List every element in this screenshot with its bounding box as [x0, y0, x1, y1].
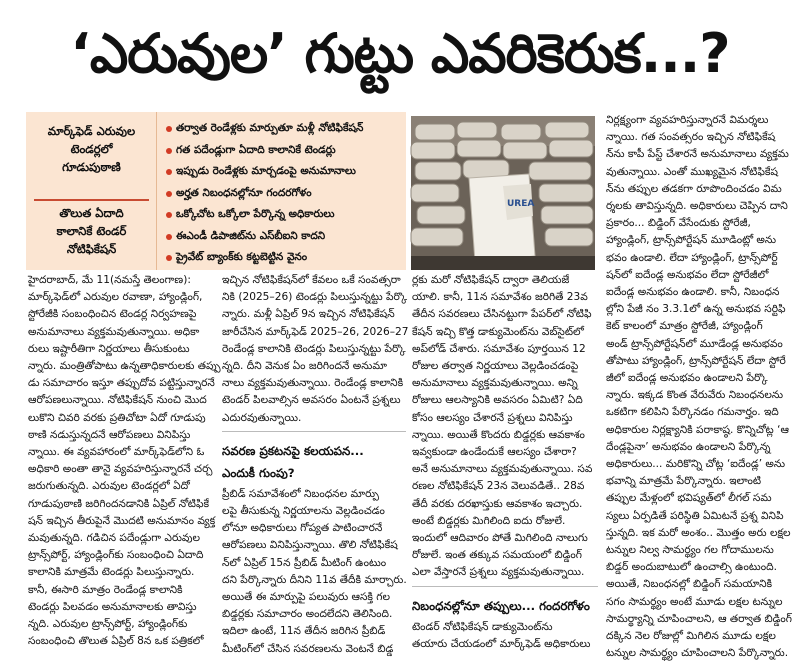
- text-line: ఐదేండ్ల అనుభవం ఉండాలి. కానీ, నిబంధన: [606, 286, 780, 299]
- previous-page-strip: [0, 0, 800, 6]
- subhead-2: నిబంధనల్లోనూ తప్పులు... గందరగోళం: [412, 598, 590, 613]
- text-line: రోజుల తర్వాత నిర్ణయాలు వెల్లడించడంపై: [412, 360, 579, 373]
- bullet-dot-icon: [166, 212, 172, 218]
- text-line: అండ్ ట్రాన్స్‌పోర్టేషన్‌లో మూడేండ్ల అనుభవం: [606, 337, 783, 350]
- text-line: అయితే, నిబంధనల్లో బిడ్డింగ్ సమయానికి: [606, 578, 773, 591]
- text-line: అధికారి అంతా తానై వ్యవహరిస్తున్నారనే చర్చ: [28, 463, 213, 476]
- bullet-dot-icon: [166, 169, 172, 175]
- text-line: రణల నోటిఫికేషన్ 23న వెలువడితే.. 28వ: [412, 480, 585, 493]
- subtitle-block-2: [30, 204, 153, 258]
- highlight-bullet: [166, 118, 402, 140]
- text-line: నికి (2025–26) టెండర్లు పిలుస్తున్నట్టు పేర్కొ: [222, 291, 408, 304]
- text-line: ఠాణి నడుస్తున్నదనే ఆరోపణలు వినిపిస్తు: [28, 428, 191, 441]
- subtitle-line: టెండర్లలో: [70, 142, 113, 156]
- subtitle-separator: [34, 199, 149, 201]
- highlight-bullet: [166, 247, 402, 269]
- highlights-subtitles: [26, 112, 157, 270]
- article-column-1: [28, 272, 221, 650]
- bullet-dot-icon: [166, 234, 172, 240]
- text-line: నాలు వ్యక్తమవుతున్నాయి. రెండేండ్ల కాలానికి: [222, 377, 404, 390]
- text-line: న్‌ను తప్పుల తడకగా రూపొందించడం విమ: [606, 182, 782, 195]
- highlight-text: ఇప్పుడు రెండేళ్లకు మార్చడంపై అనుమానాలు: [176, 165, 356, 177]
- subtitle-line: తొలుత ఏదాది: [59, 206, 124, 220]
- subtitle-block-1: [30, 122, 153, 176]
- text-line: ల్లోని పేజీ నం 3.3.1లో ఉన్న అనుభవ సర్టిఫి: [606, 303, 786, 316]
- text-line: న్‌లో ఏప్రిల్ 15న ప్రీబిడ్ మీటింగ్ ఉంటుం: [222, 556, 387, 569]
- bullet-dot-icon: [166, 255, 172, 261]
- text-line: న్నాయి. గత సంవత్సరం ఇచ్చిన నోటిఫికేష: [606, 131, 776, 144]
- text-line: ప్రకారం... బిడ్డింగ్ వేసేందుకు స్టోరేజీ,: [606, 217, 751, 230]
- text-line: జరుగుతున్నది. ఎరువుల టెండర్లలో ఏదో: [28, 480, 190, 493]
- text-line: స్తున్నది. ఇక మరో అంశం.. మొత్తం అరు లక్షల: [606, 526, 791, 539]
- text-line: లుకొని చివరి వరకు ప్రతిచోటా ఏదో గూడుపు: [28, 411, 206, 424]
- subtitle-line: గూడుపుఠాణి: [62, 160, 121, 174]
- text-line: యాలి. కానీ, 11న సమావేశం జరిగితే 23వ: [412, 291, 588, 304]
- text-line: బిడ్డర్ అందుబాటులో ఉంచాల్సి ఉంటుంది.: [606, 561, 777, 574]
- text-line: సంబంధించి తొలుత ఏప్రిల్ 8న ఒక పత్రికలో: [28, 635, 204, 648]
- text-line: వుతున్నాయి. ఎంతో ముఖ్యమైన నోటిఫికేష: [606, 165, 778, 178]
- text-line: టెండర్లు పిలవడం అనుమానాలకు తావిస్తు: [28, 600, 197, 613]
- text-line: న్నాయి. ఈ వ్యవహారంలో మార్క్‌ఫెడ్‌లోని ఓ: [28, 446, 205, 459]
- text-line: మీటింగ్‌లో చేసిన సవరణలను వెంటనే బిడ్డ: [222, 642, 394, 655]
- text-line: ఆరోపణలు వినిపిస్తున్నాయి. తొలి నోటిఫికేష: [222, 539, 398, 552]
- highlight-bullet: [166, 204, 402, 226]
- highlight-bullet: [166, 161, 402, 183]
- bullet-dot-icon: [166, 148, 172, 154]
- text-line: రోజులు ఆలస్యానికి అవసరం ఏమిటి? ఏది: [412, 394, 583, 407]
- text-line: దేండ్లపైనా’ అనుభవం ఉండాలని పేర్కొన్న: [606, 440, 771, 453]
- text-line: తేదీ వరకు దరఖాస్తుకు ఆవకాశం ఇచ్చారు.: [412, 497, 583, 510]
- text-line: హైదరాబాద్, మే 11(నమస్తే తెలంగాణ):: [28, 274, 191, 286]
- text-line: దని పేర్కొన్నారు దీనిని 11వ తేదీకి మార్చారు.: [222, 573, 407, 586]
- text-line: అధికారులు... మరికొన్ని చోట్ల ‘ఐదేండ్ల’ అను: [606, 458, 786, 471]
- text-line: ఇందులో ఆదివారం పోతే మిగిలింది నాలుగు: [412, 532, 588, 545]
- text-line: తోపాటు హ్యాండ్లింగ్, ట్రాన్స్‌పోర్టేషన్ లేదా స్టోరే: [606, 354, 786, 367]
- text-line: న్నారు. మంత్రితోపాటు ఉన్నతాధికారులకు తప్పు: [28, 360, 221, 373]
- text-line: న్‌ను కాపీ పేస్ట్ చేశారనే అనుమానాలు వ్యక్తమ: [606, 148, 789, 161]
- text-line: ట్రాన్స్‌పోర్ట్, హ్యాండ్లింగ్‌కు సంబంధించి ఏదాది: [28, 549, 204, 562]
- highlight-text: ప్రైవేట్ బ్యాంక్‌కు కట్టబెట్టిన వైనం: [176, 251, 308, 263]
- text-line: లోనూ అధికారులు గోప్యత పాటించారనే: [222, 522, 383, 535]
- text-line: ఇవ్వకుండా ఉండేందుకే ఆలస్యం చేశారా?: [412, 446, 577, 459]
- text-line: మార్క్‌ఫెడ్‌లో ఎరువుల రవాణా, హ్యాండ్లింగ్,: [28, 291, 203, 304]
- highlight-text: తర్వాత రెండేళ్లకు మార్పుతూ మళ్లీ నోటిఫికేషన్: [176, 122, 364, 134]
- sack-print: UREA: [507, 199, 535, 209]
- text-line: న్నారు. మళ్లీ ఏప్రిల్ 9న ఇచ్చిన నోటిఫికేషన్: [222, 308, 395, 321]
- text-line: కాలానికి మాత్రమే టెండర్లు పిలుస్తున్నారు.: [28, 566, 195, 579]
- highlights-box: [26, 112, 406, 270]
- text-line: లపై తీసుకున్న నిర్ణయాలను వెల్లడించడం: [222, 505, 385, 518]
- text-line: టెండర్ పిలవాల్సిన అవసరం ఏంటనే ప్రశ్నలు: [222, 394, 401, 407]
- text-line: తేదీన సవరణలు చేసినట్టుగా పేపర్‌లో నోటిఫి: [412, 308, 592, 321]
- subhead-1-question: ఎందుకీ గుంపు?: [222, 465, 295, 480]
- text-line: ర్లకు మరో నోటిఫికేషన్ ద్వారా తెలియజే: [412, 274, 570, 286]
- text-line: న్నది. ఎరువుల ట్రాన్స్‌పోర్ట్, హ్యాండ్లింగ్‌కు: [28, 618, 188, 631]
- text-line: ఎలా వేస్తారనే ప్రశ్నలు వ్యక్తమవుతున్నాయి.: [412, 566, 585, 579]
- text-line: దక్కిన నెల రోజుల్లో మిగిలిన మూడు లక్షల: [606, 630, 776, 643]
- highlights-bullets: [166, 118, 402, 269]
- article-column-2: [222, 272, 409, 658]
- subhead-1: సవరణ ప్రకటనపై కలయపన...: [222, 443, 364, 458]
- highlight-text: ఒక్కోచోట ఒక్కోలా పేర్కొన్న అధికారులు: [176, 208, 335, 220]
- text-line: నిర్లక్ష్యంగా వ్యవహరిస్తున్నారనే విమర్శలు: [606, 114, 769, 126]
- text-line: జారీచేసిన మార్క్‌ఫెడ్ 2025–26, 2026–27: [222, 325, 409, 338]
- text-line: ఆరోపణలున్నాయి. నోటిఫికేషన్ నుంచి మొద: [28, 394, 207, 407]
- highlight-text: ఈఎండీ డిపాజిట్‌ను ఎస్‌బీఐని కాదని: [176, 229, 326, 242]
- text-line: గూడుపుఠాణి జరిగిందనడానికి ఏప్రిల్ నోటిఫికే: [28, 497, 210, 510]
- text-line: కోసం ఆలస్యం చేశారనే ప్రశ్నలు వినిపిస్తు: [412, 411, 573, 424]
- text-line: అనుమానాలు వ్యక్తమవుతున్నాయి. అన్ని: [412, 377, 578, 390]
- highlight-text: గత పదేండ్లుగా ఏదాది కాలానికే టెండర్లు: [176, 143, 336, 156]
- bullet-dot-icon: [166, 191, 172, 197]
- text-line: తయారు చేయడంలో మార్క్‌ఫెడ్ అధికారులు: [412, 637, 591, 650]
- text-line: బిడ్డర్లకు సమాచారం అందలేదని తెలిసింది.: [222, 608, 393, 621]
- highlight-bullet: [166, 140, 402, 162]
- bullet-dot-icon: [166, 126, 172, 132]
- text-line: రులు ఇష్టారీతిగా నిర్ణయాలు తీసుకుంటు: [28, 342, 190, 355]
- text-line: భవం ఉండాలి. లేదా హ్యాండ్లింగ్, ట్రాన్స్‌పోర్ట్: [606, 251, 778, 264]
- text-line: న్నాయి. అయితే కొందరు బిడ్డర్లకు ఆవకాశం: [412, 428, 585, 441]
- text-line: కేషన్ ఇచ్చి కొత్త డాక్యుమెంట్‌ను వెబ్‌సైట్‌లో: [412, 325, 584, 338]
- text-line: స్యలు ఏర్పడితే పరిస్థితి ఏమిటనే ప్రశ్న వినిపి: [606, 509, 784, 522]
- article-column-3: [412, 272, 598, 653]
- subtitle-line: కాలానికే టెండర్: [56, 224, 127, 238]
- text-line: హ్యాండ్లింగ్, ట్రాన్స్‌పోర్టేషన్ మూడింట్లో అను: [606, 234, 777, 247]
- text-line: ర్శలకు తావిస్తున్నది. అధికారులు చెప్పిన దాని: [606, 200, 788, 213]
- headline: ‘ఎరువుల’ గుట్టు ఎవరికెరుక...?: [70, 22, 730, 85]
- text-line: తప్పుల మేళ్లంలో భవిష్యత్‌లో లీగల్ సమ: [606, 492, 772, 505]
- highlight-bullet: [166, 183, 402, 205]
- text-line: రెండేండ్ల కాలానికి టెండర్లు పిలుస్తున్నట్టు పేర్కొ: [222, 342, 406, 355]
- text-line: సగం సామర్థ్యం అంటే మూడు లక్షల టన్నుల: [606, 595, 783, 608]
- text-line: అధికారుల నిర్లక్ష్యానికి పరాకాష్ఠ. కొన్నిచోట్ల ‘ఆ: [606, 423, 789, 436]
- text-line: న్నది. దీని వెనుక ఏం జరిగిందనే అనుమా: [222, 360, 387, 373]
- text-line: అంటే బిడ్డర్లకు మిగిలింది ఐదు రోజులే.: [412, 514, 566, 527]
- text-line: టన్నుల సామర్థ్యం చూపించాలని పేర్కొన్నారు.: [606, 647, 789, 660]
- text-line: షన్‌లో ఐదేండ్ల అనుభవం లేదా స్టోరేజీలో: [606, 268, 769, 281]
- article-column-4: [606, 112, 796, 663]
- text-line: భవాన్ని మాత్రమే పేర్కొన్నారు. ఇలాంటి: [606, 475, 762, 488]
- text-line: అప్‌లోడ్ చేశారు. సమావేశం పూర్తయిన 12: [412, 342, 586, 355]
- text-line: అనుమానాలు వ్యక్తమవుతున్నాయి. అధికా: [28, 325, 200, 338]
- text-line: స్టోరేజీకి సంబంధించిన టెండర్ల నిర్వహణపై: [28, 308, 197, 321]
- section-rule: [412, 586, 598, 587]
- text-line: న్నారు. ఇక్కడ కొంత వేరువేరు నిబంధనలను: [606, 389, 783, 402]
- text-line: మవుతున్నది. గడిచిన పదేండ్లుగా ఎరువుల: [28, 532, 200, 545]
- text-line: రోజులే. ఇంత తక్కువ సమయంలో బిడ్డింగ్: [412, 549, 582, 562]
- fertilizer-sacks-photo: [411, 116, 595, 270]
- subtitle-line: నోటిఫికేషన్: [66, 242, 117, 256]
- text-line: కానీ, ఈసారి మాత్రం రెండేండ్ల కాలానికి: [28, 583, 183, 596]
- highlight-text: అర్హత నిబంధనల్లోనూ గందరగోళం: [176, 186, 312, 199]
- highlight-bullet: [166, 226, 402, 248]
- subtitle-line: మార్క్‌ఫెడ్ ఎరువుల: [47, 124, 136, 138]
- text-line: ప్రీబిడ్ సమావేశంలో నిబంధనల మార్పు: [222, 487, 379, 500]
- text-line: కెట్ కాలంలో మాత్రం స్టోరేజీ, హ్యాండ్లింగ్: [606, 320, 763, 333]
- text-line: ఒకటిగా కలిపిని పేర్కొనడం గమనార్హం. ఇది: [606, 406, 779, 419]
- text-line: షన్ ఇచ్చిన తీరుపైనే మొదటి అనుమానం వ్యక్త: [28, 514, 216, 527]
- section-rule: [222, 431, 406, 432]
- text-line: అనే అనుమానాలు వ్యక్తమవుతున్నాయి. సవ: [412, 463, 593, 476]
- text-line: జీలో ఐదేండ్ల అనుభవం ఉండాలని పేర్కొ: [606, 372, 768, 385]
- text-line: సామర్థ్యాన్ని చూపించాలని, ఆ తర్వాత బిడ్డింగ్: [606, 612, 792, 625]
- text-line: డు సమాచారం ఇస్తూ తప్పుదోవ పట్టిస్తున్నారనే: [28, 377, 215, 390]
- text-line: ఇదిలా ఉంటే, 11న తేదీన జరిగిన ప్రీబిడ్: [222, 625, 386, 638]
- text-line: ఇచ్చిన నోటిఫికేషన్‌లో కేవలం ఒకే సంవత్సరా: [222, 274, 401, 286]
- text-line: ఎదురవుతున్నాయి.: [222, 411, 302, 424]
- text-line: అయితే ఈ మార్పుపై పలువురు ఆసక్తి గల: [222, 591, 390, 604]
- text-line: టన్నుల నిల్వ సామర్థ్యం గల గోదాములను: [606, 544, 774, 557]
- text-line: టెండర్ నోటిఫికేషన్ డాక్యుమెంట్‌ను: [412, 620, 553, 633]
